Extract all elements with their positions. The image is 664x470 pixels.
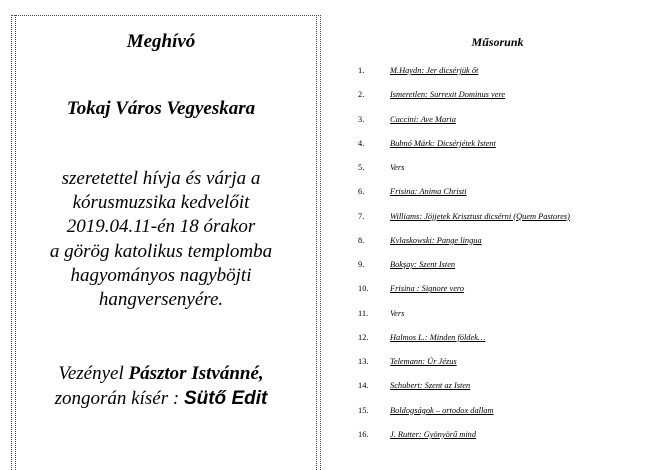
program-list — [358, 66, 658, 454]
program-item-text: Bokşay: Szent Isten — [390, 260, 456, 269]
program-item — [358, 139, 658, 163]
program-item — [358, 406, 658, 430]
invitation-line: kórusmuzsika kedvelőit — [72, 192, 250, 214]
invitation-line: hagyományos nagyböjti — [70, 264, 252, 286]
program-item — [358, 90, 658, 114]
program-item-text: Frisina : Signore vero — [390, 284, 465, 294]
invitation-title: Meghívó — [126, 31, 196, 52]
program-item — [358, 333, 658, 357]
program-item-number: 12. — [358, 332, 369, 342]
program-item-text: Vers — [390, 308, 405, 318]
program-item — [358, 212, 658, 236]
program-title: Műsorunk — [471, 35, 524, 49]
program-item — [358, 381, 658, 405]
program-item — [358, 357, 658, 381]
program-item-number: 16. — [358, 429, 369, 439]
program-item-text: Caccini: Ave Maria — [390, 114, 456, 124]
performers — [0, 361, 322, 411]
invitation-line: 2019.04.11-én 18 órakor — [66, 216, 256, 238]
program-item-number: 6. — [358, 187, 365, 197]
program-item-text: J. Rutter: Gyönyörű mind — [390, 429, 477, 439]
program-item-number: 1. — [358, 66, 365, 75]
invitation-line: a görög katolikus templomba — [49, 240, 273, 262]
program-item — [358, 284, 658, 308]
program-item-number: 5. — [358, 163, 365, 172]
program-item-number: 2. — [358, 90, 365, 100]
conductor-name: Pásztor Istvánné, — [128, 363, 264, 384]
program-item-text: Frisina: Anima Christi — [390, 187, 467, 197]
choir-name: Tokaj Város Vegyeskara — [66, 98, 256, 119]
invitation-text — [0, 167, 322, 312]
program-item-number: 8. — [358, 235, 365, 245]
program-item — [358, 309, 658, 333]
program-item-number: 7. — [358, 211, 365, 221]
program-item-text: M.Haydn: Jer dicsérjük őt — [390, 66, 479, 75]
conductor-label: Vezényel — [58, 363, 129, 384]
program-item — [358, 236, 658, 260]
program-item — [358, 187, 658, 211]
program-item-text: Halmos L.: Minden földek… — [390, 332, 486, 342]
program-item — [358, 66, 658, 90]
program-item-text: Vers — [390, 163, 405, 172]
program-item — [358, 260, 658, 284]
program-item-text: Ismeretlen: Surrexit Dominus vere — [390, 90, 506, 100]
program-item-text: Schubert: Szent az Isten — [390, 381, 471, 391]
program-item-number: 3. — [358, 114, 365, 124]
invitation-line: szeretettel hívja és várja a — [61, 168, 261, 189]
program-item-text: Boldogságok – ortodox dallam — [390, 405, 494, 415]
program-item-number: 11. — [358, 308, 369, 318]
invitation-line: hangversenyére. — [98, 289, 224, 311]
program-item-number: 15. — [358, 405, 369, 415]
page-gutter — [322, 0, 331, 470]
program-item-text: Williams: Jöjjetek Krisztust dicsérni (Quem Pastores) — [390, 211, 570, 221]
program-item-text: Telemann: Úr Jézus — [390, 357, 457, 366]
program-item-number: 13. — [358, 357, 369, 366]
pianist-name: Sütő Edit — [183, 388, 268, 409]
piano-line — [0, 386, 322, 411]
conductor-line — [0, 361, 322, 386]
program-item — [358, 163, 658, 187]
program-item-number: 14. — [358, 381, 369, 391]
program-item-number: 4. — [358, 138, 365, 148]
program-item — [358, 115, 658, 139]
program-item — [358, 430, 658, 454]
piano-label: zongorán kísér : — [54, 388, 184, 409]
program-item-text: Kvlaskowski: Pange lingua — [390, 235, 482, 245]
program-item-text: Bubnó Márk: Dicsérjétek Istent — [390, 138, 496, 148]
program-item-number: 9. — [358, 260, 365, 269]
program-item-number: 10. — [358, 284, 369, 294]
